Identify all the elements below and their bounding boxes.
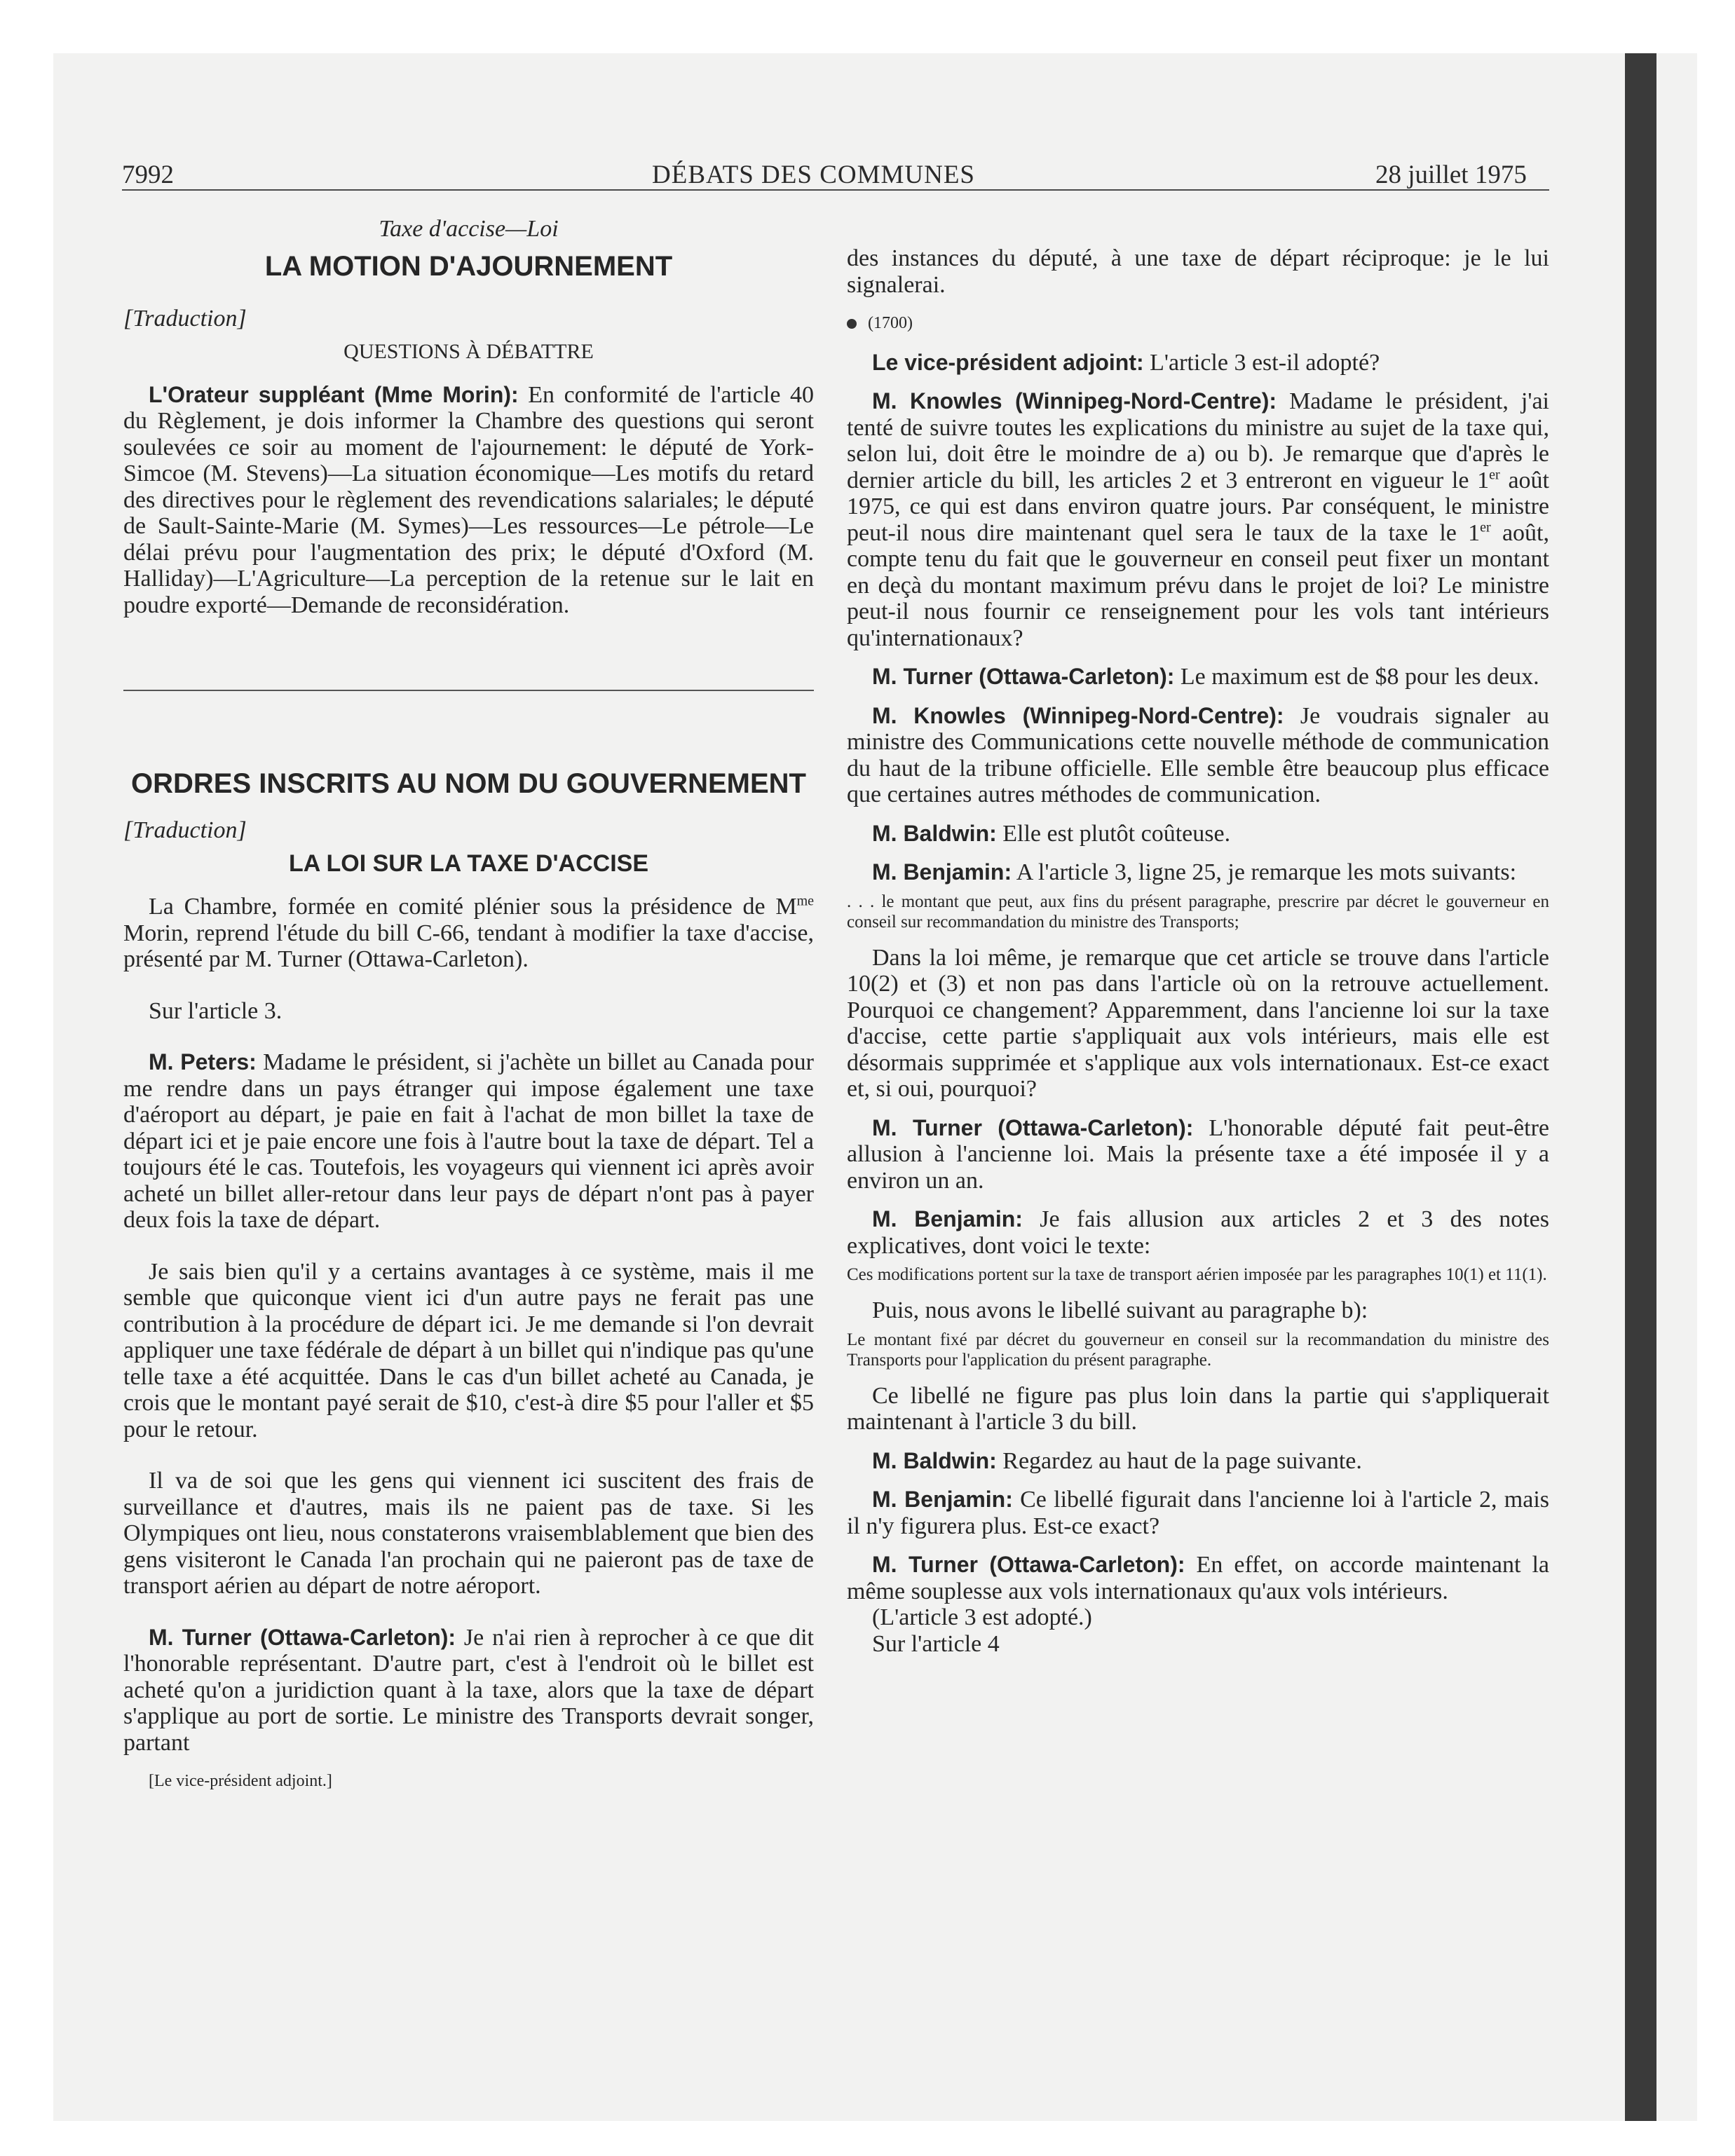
speaker-name: Le vice-président adjoint: [872, 349, 1144, 375]
paragraph: M. Benjamin: Ce libellé figurait dans l'ancienne loi à l'article 2, mais il n'y figurera plus. Est-ce exact? [847, 1487, 1550, 1539]
paragraph: M. Turner (Ottawa-Carleton): L'honorable député fait peut-être allusion à l'ancienne loi. Mais la présente taxe a été imposée il y a environ un an. [847, 1114, 1549, 1194]
paragraph: Puis, nous avons le libellé suivant au paragraphe b): [872, 1297, 1368, 1323]
page-date: 28 juillet 1975 [1375, 161, 1527, 189]
paragraph: M. Knowles (Winnipeg-Nord-Centre): Madame le président, j'ai tenté de suivre toutes les explications du ministre au sujet de la taxe qui, selon lui, doit être le moindre de a) ou b). Je remarque que d'après le dernier article du bill, les articles 2 et 3 entreront en vigueur le 1er août 1975, ce qui est dans environ quatre jours. Par conséquent, le ministre peut-il nous dire maintenant quel sera le taux de la taxe le 1er août, compte tenu du fait que le gouverneur en conseil peut fixer un montant en deçà du montant maximum prévu dans le projet de loi? Le ministre peut-il nous fournir ce renseignement pour les vols tant intérieurs qu'internationaux? [847, 388, 1549, 651]
paragraph: Dans la loi même, je remarque que cet article se trouve dans l'article 10(2) et (3) et non pas dans l'article où on la retrouve actuellement. Pourquoi ce changement? Apparemment, dans l'ancienne loi sur la taxe d'accise, cette partie s'appliquait aux vols intérieurs, mais elle est désormais supprimée et s'applique aux vols internationaux. Est-ce exact et, si oui, pourquoi? [847, 944, 1549, 1102]
speaker-name: M. Knowles (Winnipeg-Nord-Centre): [872, 388, 1277, 414]
timestamp: (1700) [847, 311, 1549, 337]
speech-text: En conformité de l'article 40 du Règlement, je dois informer la Chambre des questions qui seront soulevées ce soir au moment de l'ajournement: le député de York-Simcoe (M. Stevens)—La situation économique—Les motifs du retard des directives pour le règlement des revendications salariales; le député de Sault-Sainte-Marie (M. Symes)—Les ressources—Le pétrole—Le délai prévu pour l'augmentation des prix; le député d'Oxford (M. Halliday)—L'Agriculture—La perception de la retenue sur le lait en poudre exporté—Demande de reconsidération. [123, 381, 815, 618]
heading-government-orders: ORDRES INSCRITS AU NOM DU GOUVERNEMENT [130, 768, 806, 799]
paragraph [123, 1049, 814, 1234]
paragraph: Il va de soi que les gens qui viennent ici suscitent des frais de surveillance et d'autres, mais ils ne paient pas de taxe. Si les Olympiques ont lieu, nous constaterons vraisemblablement que bien des gens visiteront le Canada l'an prochain qui ne paieront pas de taxe de transport aérien au départ de notre aéroport. [123, 1468, 814, 1599]
speaker-name: M. Benjamin: [872, 1487, 1013, 1512]
paragraph: Ce libellé ne figure pas plus loin dans la partie qui s'appliquerait maintenant à l'article 3 du bill. [847, 1382, 1549, 1435]
speaker-name: M. Turner (Ottawa-Carleton): [872, 1552, 1185, 1577]
paragraph: Sur l'article 4 [872, 1630, 1000, 1657]
paragraph: des instances du député, à une taxe de départ réciproque: je le lui signalerai. [847, 245, 1549, 298]
speaker-name: M. Turner (Ottawa-Carleton): [872, 664, 1175, 689]
paragraph [123, 382, 814, 619]
bullet-icon [847, 319, 857, 329]
speaker-name: M. Turner (Ottawa-Carleton): [872, 1114, 1194, 1140]
left-column [123, 216, 814, 1795]
speech-text: Madame le président, si j'achète un billet au Canada pour me rendre dans un pays étranger qui impose également une taxe d'aéroport au départ, je paie en fait à l'achat de mon billet la taxe de départ ici et je paie encore une fois à l'autre bout la taxe de départ. Tel a toujours été le cas. Toutefois, les voyageurs qui viennent ici après avoir acheté un billet aller-retour dans leur pays de départ n'ont pas à payer deux fois la taxe de départ. [123, 1049, 815, 1233]
paragraph: Je sais bien qu'il y a certains avantages à ce système, mais il me semble que quiconque vient ici d'un autre pays ne ferait pas une contribution à la procédure de départ ici. Je me demande si l'on devrait appliquer une taxe fédérale de départ à un billet qui n'indique pas qu'une telle taxe a été acquittée. Dans le cas d'un billet acheté au Canada, je crois que le montant payé serait de $10, c'est-à dire $5 pour l'aller et $5 pour le retour. [123, 1258, 814, 1442]
translation-note: [Traduction] [123, 817, 247, 843]
speaker-name: M. Benjamin: [872, 1206, 1023, 1231]
paragraph: M. Knowles (Winnipeg-Nord-Centre): Je voudrais signaler au ministre des Communications cette nouvelle méthode de communication du haut de la tribune officielle. Elle semble être beaucoup plus efficace que certaines autres méthodes de communication. [847, 702, 1549, 807]
speaker-name: L'Orateur suppléant (Mme Morin): [149, 381, 519, 407]
speaker-name: M. Benjamin: [872, 859, 1012, 885]
paragraph: (L'article 3 est adopté.) [872, 1604, 1092, 1630]
heading-adjournment: LA MOTION D'AJOURNEMENT [264, 250, 673, 282]
block-quote: . . . le montant que peut, aux fins du présent paragraphe, prescrire par décret le gouverneur en conseil sur recommandation du ministre des Transports; [847, 892, 1549, 932]
speaker-name: M. Baldwin: [872, 1447, 997, 1473]
speaker-name: M. Peters: [149, 1049, 257, 1074]
block-quote: Le montant fixé par décret du gouverneur en conseil sur la recommandation du ministre des Transports pour l'application du présent paragraphe. [847, 1330, 1549, 1370]
speaker-name: M. Baldwin: [872, 820, 997, 846]
scan-edge-bar [1625, 53, 1656, 2121]
page-number: 7992 [122, 161, 174, 189]
paragraph: M. Baldwin: Regardez au haut de la page suivante. [872, 1447, 1362, 1474]
paragraph: M. Benjamin: Je fais allusion aux articles 2 et 3 des notes explicatives, dont voici le texte: [847, 1206, 1549, 1259]
right-column [847, 245, 1549, 1657]
paragraph: Le vice-président adjoint: L'article 3 est-il adopté? [872, 349, 1380, 376]
paragraph [123, 1625, 814, 1756]
paragraph: M. Baldwin: Elle est plutôt coûteuse. [872, 820, 1231, 847]
speaker-name: M. Turner (Ottawa-Carleton): [149, 1624, 456, 1650]
paragraph: M. Benjamin: A l'article 3, ligne 25, je remarque les mots suivants: [872, 859, 1517, 885]
header-rule [122, 189, 1549, 191]
heading-excise-act: LA LOI SUR LA TAXE D'ACCISE [288, 850, 649, 877]
paragraph: Sur l'article 3. [149, 997, 283, 1024]
block-quote: Ces modifications portent sur la taxe de transport aérien imposée par les paragraphes 10(1) et 11(1). [847, 1265, 1547, 1284]
translation-note: [Traduction] [123, 305, 247, 332]
speaker-footnote: [Le vice-président adjoint.] [149, 1772, 332, 1790]
speaker-name: M. Knowles (Winnipeg-Nord-Centre): [872, 702, 1284, 728]
paragraph: M. Turner (Ottawa-Carleton): En effet, on accorde maintenant la même souplesse aux vols internationaux qu'aux vols intérieurs. [847, 1552, 1549, 1604]
paragraph: La Chambre, formée en comité plénier sous la présidence de $M^{me}$ Morin, reprend l'étude du bill C-66, tendant à modifier la taxe d'accise, présenté par M. Turner (Ottawa-Carleton). [123, 893, 814, 972]
speech-text: Je n'ai rien à reprocher à ce que dit l'honorable représentant. D'autre part, c'est à l'endroit où le billet est acheté qu'on a juridiction quant à la taxe, alors que la taxe de départ s'applique au port de sortie. Le ministre des Transports devrait songer, partant [123, 1624, 815, 1756]
section-label: Taxe d'accise—Loi [379, 216, 559, 242]
paragraph: M. Turner (Ottawa-Carleton): Le maximum est de $8 pour les deux. [872, 664, 1539, 690]
running-title: DÉBATS DES COMMUNES [652, 161, 976, 189]
subheading-questions: QUESTIONS À DÉBATTRE [343, 340, 594, 363]
